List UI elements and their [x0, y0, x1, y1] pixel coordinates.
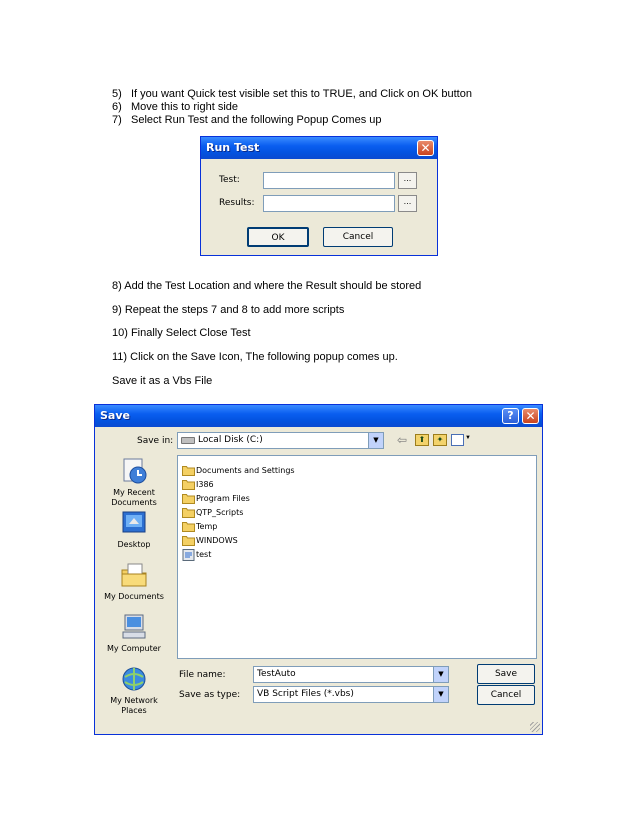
- file-list-item[interactable]: [182, 546, 211, 559]
- chevron-down-icon: ▼: [368, 433, 383, 448]
- file-name-input[interactable]: [253, 666, 449, 683]
- resize-grip[interactable]: [530, 722, 540, 732]
- save-dialog: [94, 404, 543, 735]
- save-in-label: Save in:: [137, 436, 174, 446]
- results-input[interactable]: [263, 195, 395, 212]
- step-9: 9) Repeat the steps 7 and 8 to add more scripts: [112, 304, 345, 316]
- folder-icon: [182, 479, 195, 490]
- close-icon: ✕: [420, 141, 431, 155]
- save-as-type-value: VB Script Files (*.vbs): [257, 689, 354, 699]
- my-documents-icon: [119, 561, 149, 589]
- test-browse-button[interactable]: ...: [398, 172, 417, 189]
- folder-icon: [182, 465, 195, 476]
- run-test-dialog: [200, 136, 438, 256]
- step-number: 6): [112, 101, 122, 113]
- file-name: WINDOWS: [196, 536, 238, 546]
- save-in-dropdown[interactable]: [177, 432, 384, 449]
- views-menu-button[interactable]: [451, 434, 471, 446]
- cancel-button[interactable]: Cancel: [323, 227, 393, 247]
- file-name: Temp: [196, 522, 218, 532]
- chevron-down-icon: ▼: [433, 687, 448, 702]
- file-name-value: TestAuto: [257, 669, 296, 679]
- test-input[interactable]: [263, 172, 395, 189]
- up-folder-button[interactable]: [415, 434, 429, 446]
- file-list-item[interactable]: [182, 476, 214, 489]
- save-title: Save: [100, 409, 130, 422]
- new-folder-button[interactable]: [433, 434, 447, 446]
- new-folder-icon: ✦: [436, 435, 444, 444]
- step-text: Select Run Test and the following Popup Comes up: [131, 114, 382, 126]
- network-places-icon: [119, 665, 149, 693]
- close-icon: ✕: [525, 409, 536, 423]
- step-number: 5): [112, 88, 122, 100]
- step-text: If you want Quick test visible set this to TRUE, and Click on OK button: [131, 88, 472, 100]
- results-label: Results:: [219, 198, 255, 208]
- file-list[interactable]: [177, 455, 537, 659]
- step-8: 8) Add the Test Location and where the Result should be stored: [112, 280, 422, 292]
- save-in-value: Local Disk (C:): [198, 435, 263, 445]
- place-label: My Documents: [104, 592, 164, 601]
- save-button[interactable]: Save: [477, 664, 535, 684]
- step-text: Move this to right side: [131, 101, 238, 113]
- step-7: [112, 114, 382, 127]
- file-name-label: File name:: [179, 670, 226, 680]
- step-number: 7): [112, 114, 122, 126]
- my-computer-icon: [119, 613, 149, 641]
- folder-icon: [182, 535, 195, 546]
- chevron-down-icon: ▼: [433, 667, 448, 682]
- place-my-documents[interactable]: [103, 561, 165, 602]
- recent-documents-icon: [119, 457, 149, 485]
- test-label: Test:: [219, 175, 240, 185]
- back-button[interactable]: [397, 433, 411, 447]
- folder-icon: [182, 493, 195, 504]
- file-name: Documents and Settings: [196, 466, 295, 476]
- place-label: Desktop: [117, 540, 151, 549]
- drive-icon: [181, 437, 195, 444]
- chevron-down-icon: ▼: [465, 435, 471, 441]
- close-button[interactable]: [417, 140, 434, 156]
- run-test-title: Run Test: [206, 141, 260, 154]
- place-my-network-places[interactable]: [103, 665, 165, 716]
- place-label: My Recent Documents: [111, 488, 157, 507]
- place-label: My Network Places: [110, 696, 158, 715]
- file-list-item[interactable]: [182, 518, 217, 531]
- place-desktop[interactable]: [103, 509, 165, 550]
- save-as-type-label: Save as type:: [179, 690, 241, 700]
- folder-icon: [182, 521, 195, 532]
- back-arrow-icon: ⇦: [397, 433, 408, 447]
- vbs-file-icon: [182, 549, 195, 561]
- desktop-icon: [119, 509, 149, 537]
- place-label: My Computer: [107, 644, 161, 653]
- save-note: Save it as a Vbs File: [112, 375, 213, 387]
- file-list-item[interactable]: [182, 532, 238, 545]
- ok-button[interactable]: OK: [247, 227, 309, 247]
- step-6: [112, 101, 238, 114]
- help-icon: ?: [507, 409, 514, 422]
- help-button[interactable]: [502, 408, 519, 424]
- up-one-level-icon: ⬆: [418, 435, 426, 444]
- file-list-item[interactable]: [182, 490, 250, 503]
- views-icon: [451, 434, 464, 446]
- step-5: [112, 88, 472, 101]
- step-11: 11) Click on the Save Icon, The following popup comes up.: [112, 351, 398, 363]
- save-title-bar: [95, 405, 542, 427]
- file-list-item[interactable]: [182, 462, 295, 475]
- cancel-button[interactable]: Cancel: [477, 685, 535, 705]
- place-my-computer[interactable]: [103, 613, 165, 654]
- results-browse-button[interactable]: ...: [398, 195, 417, 212]
- file-name: test: [196, 550, 212, 560]
- file-name: Program Files: [196, 494, 250, 504]
- file-name: QTP_Scripts: [196, 508, 244, 518]
- run-test-title-bar: [201, 137, 437, 159]
- close-button[interactable]: [522, 408, 539, 424]
- file-name: I386: [196, 480, 214, 490]
- save-as-type-dropdown[interactable]: [253, 686, 449, 703]
- place-my-recent-documents[interactable]: [103, 457, 165, 508]
- folder-icon: [182, 507, 195, 518]
- file-list-item[interactable]: [182, 504, 243, 517]
- step-10: 10) Finally Select Close Test: [112, 327, 251, 339]
